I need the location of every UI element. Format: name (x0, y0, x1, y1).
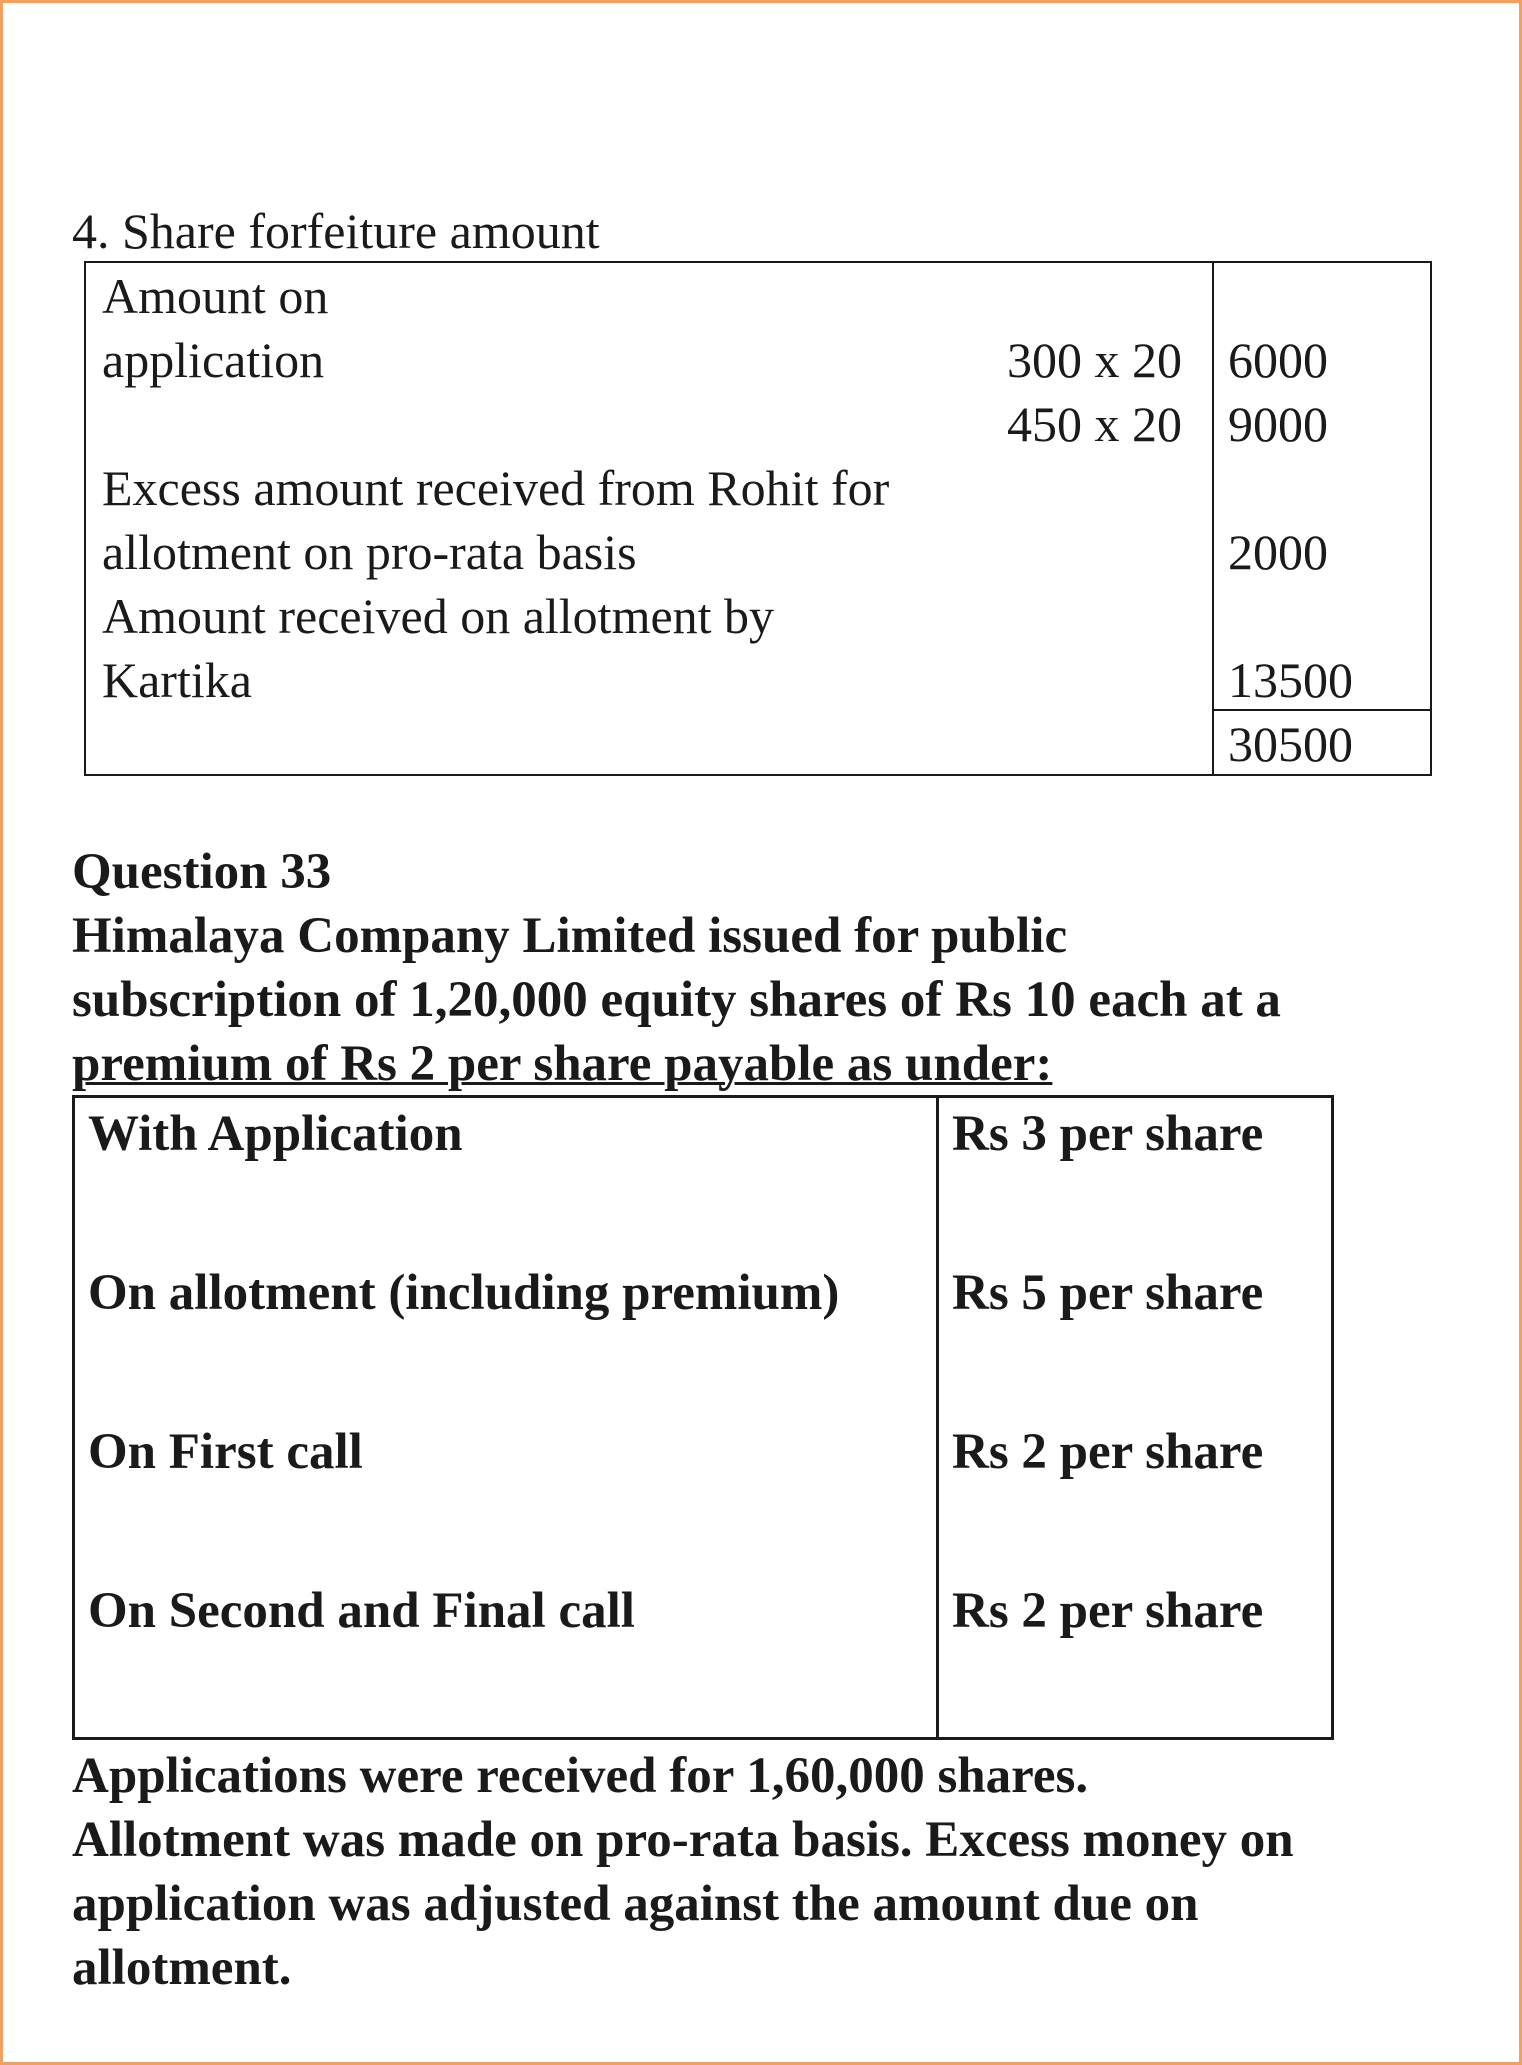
forfeiture-row3-label-line2: Kartika (102, 652, 252, 708)
payment-stage-first-call: On First call (88, 1424, 363, 1480)
question-details-line: allotment. (72, 1940, 292, 1996)
payment-stage-final-call: On Second and Final call (88, 1583, 635, 1639)
forfeiture-row1-amount2: 9000 (1228, 396, 1328, 452)
question-intro-line: subscription of 1,20,000 equity shares of Rs 10 each at a (72, 972, 1281, 1028)
question-heading: Question 33 (72, 844, 332, 900)
question-details (72, 1744, 1492, 2000)
payment-amount-first-call: Rs 2 per share (952, 1424, 1264, 1480)
payment-stage-application: With Application (88, 1106, 463, 1162)
forfeiture-row1-label-line1: Amount on (102, 268, 329, 324)
section-title: 4. Share forfeiture amount (72, 203, 600, 259)
forfeiture-row1-label-line2: application (102, 332, 325, 388)
question-details-line: Applications were received for 1,60,000 shares. (72, 1748, 1089, 1804)
forfeiture-row1-amount1: 6000 (1228, 332, 1328, 388)
question-details-line: application was adjusted against the amount due on (72, 1876, 1199, 1932)
forfeiture-row2-amount: 2000 (1228, 524, 1328, 580)
forfeiture-row2-label-line1: Excess amount received from Rohit for (102, 460, 890, 516)
forfeiture-row3-amount: 13500 (1228, 652, 1353, 708)
forfeiture-row3-label-line1: Amount received on allotment by (102, 588, 775, 644)
forfeiture-total: 30500 (1228, 716, 1353, 772)
question-intro (72, 904, 1472, 1096)
forfeiture-row1-calc2: 450 x 20 (1007, 396, 1182, 452)
question-details-line: Allotment was made on pro-rata basis. Excess money on (72, 1812, 1294, 1868)
forfeiture-column-divider (1212, 261, 1214, 776)
payment-amount-allotment: Rs 5 per share (952, 1265, 1264, 1321)
forfeiture-row1-calc1: 300 x 20 (1007, 332, 1182, 388)
payment-amount-final-call: Rs 2 per share (952, 1583, 1264, 1639)
question-intro-line: Himalaya Company Limited issued for public (72, 908, 1068, 964)
payment-stage-allotment: On allotment (including premium) (88, 1265, 840, 1321)
payment-amount-application: Rs 3 per share (952, 1106, 1264, 1162)
payment-schedule-table (72, 1095, 1334, 1740)
question-intro-line: premium of Rs 2 per share payable as under: (72, 1036, 1053, 1092)
payment-schedule-divider (936, 1095, 939, 1740)
forfeiture-row2-label-line2: allotment on pro-rata basis (102, 524, 637, 580)
